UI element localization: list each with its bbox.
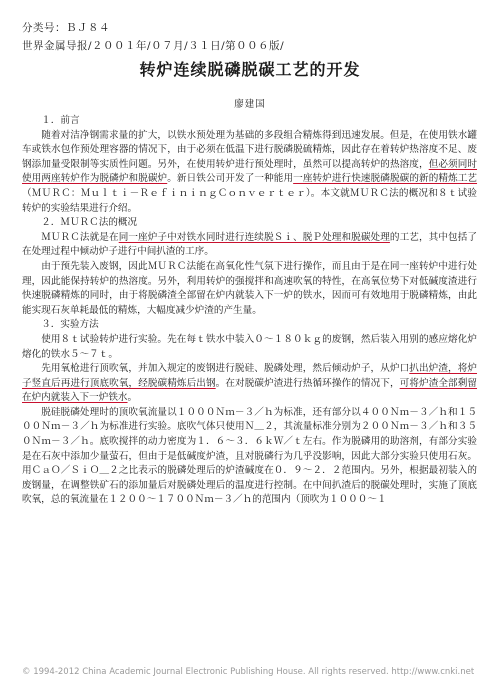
text-run: ＭＵＲＣ法就是在 [41,231,119,243]
text-run: 的工艺，其中包括了在处理过程中倾动炉子进行中间扒渣的工序。 [22,231,478,258]
paragraph-method-2 [22,362,477,406]
article-author: 廖建国 [234,99,266,110]
source-line: 世界金属导报/２００１年/０７月/３１日/第００６版/ [22,40,285,52]
classification-number: 分类号：ＢＪ８４ [22,22,110,34]
text-run: 先用氧枪进行顶吹氧，并加入规定的废钢进行脱硅、脱磷处理，然后倾动炉子，从炉口 [41,363,410,375]
paragraph-method-1: 使用８ｔ试验转炉进行实验。先在每ｔ铁水中装入０～１８０ｋｇ的废钢，然后装入用别的感应熔化炉熔化的铁水５～７ｔ。 [22,333,477,360]
section-heading-method: ３．实验方法 [41,319,99,331]
article-body [22,114,477,508]
section-heading-overview: ２．ＭＵＲＣ法的概况 [41,217,138,229]
underlined-text: 一座转炉进行快速脱磷脱碳的新的精炼工艺 [293,173,478,185]
underlined-text: 可将炉渣全部剩留在炉内就装入下一炉铁水 [22,377,478,404]
underlined-text: 但必须同时使用两座转炉作为脱磷炉和脱碳炉 [22,158,478,185]
section-heading-intro: １．前言 [41,115,80,126]
article-title: 转炉连续脱磷脱碳工艺的开发 [139,60,361,79]
text-run: 随着对洁净钢需求量的扩大，以铁水预处理为基础的多段组合精炼得到迅速发展。但是，在使用铁水罐车或铁水包作预处理容器的情况下，由于必须在低温下进行脱磷脱硫精炼，因此存在着转炉热溶度不足、废钢添加量受限制等实质性问题。另外，在使用转炉进行预处理时，虽然可以提高转炉的热溶度， [22,129,477,170]
text-run: 。新日铁公司开发了一种能用 [167,173,294,185]
underlined-text: 扒出炉渣，将炉子竖直后再进行顶底吹氧，经脱碳精炼后出钢 [22,363,478,389]
paragraph-overview-1 [22,231,477,260]
text-run: （ＭＵＲＣ：Ｍｕｌｔｉ－ＲｅｆｉｎｉｎｇＣｏｎｖｅｒｔｅｒ）。本文就ＭＵＲＣ法的概况和８ｔ试验转炉的实验结果进行介绍。 [22,187,477,214]
copyright-footer: © 1994-2012 China Academic Journal Electronic Publishing House. All rights reserved. http://www.cnki.net [22,667,475,677]
paragraph-overview-2: 由于预先装入废钢，因此ＭＵＲＣ法能在高氧化性气氛下进行操作，而且由于是在同一座转炉中进行处理，因此能保持转炉的热溶度。另外，利用转炉的强搅拌和高速吹氧的特性，在高氧位势下对低碱度渣进行快速脱磷精炼的同时，由于将脱磷渣全部留在炉内就装入下一炉的铁水，因而可有效地用于脱磷精炼，由此能实现石灰单耗最低的精炼，大幅度减少炉渣的产生量。 [22,260,477,316]
text-run: 。 [127,392,138,404]
text-run: 。在对脱碳炉渣进行热循环操作的情况下， [215,377,400,389]
paragraph-intro [22,129,477,217]
paragraph-method-3: 脱硅脱磷处理时的顶吹氧流量以１０００Ｎｍ－３／ｈ为标准，还有部分以４００Ｎｍ－３／ｈ和１５００Ｎｍ－３／ｈ为标准进行实验。底吹气体只使用Ｎ＿２，其流量标准分别为２００Ｎｍ－３／ｈ和３５０Ｎｍ－３／ｈ。底吹搅拌的动力密度为１．６～３．６ｋＷ／ｔ左右。作为脱磷用的助溶剂，有部分实验是在石灰中添加少量萤石，但由于是低碱度炉渣，且对脱磷行为几乎没影响，因此大部分实验只使用石灰。用ＣａＯ／ＳｉＯ＿２之比表示的脱磷处理后的炉渣碱度在０．９～２．２范围内。另外，根据最初装入的废钢量，在调整铁矿石的添加量后对脱磷处理后的温度进行控制。在中间扒渣后的脱碳处理时，实施了顶底吹氧，总的氧流量在１２００～１７００Ｎｍ－３／ｈ的范围内（顶吹为１０００～１ [22,406,477,506]
underlined-text: 同一座炉子中对铁水同时进行连续脱Ｓｉ、脱Ｐ处理和脱碳处理 [118,231,390,243]
